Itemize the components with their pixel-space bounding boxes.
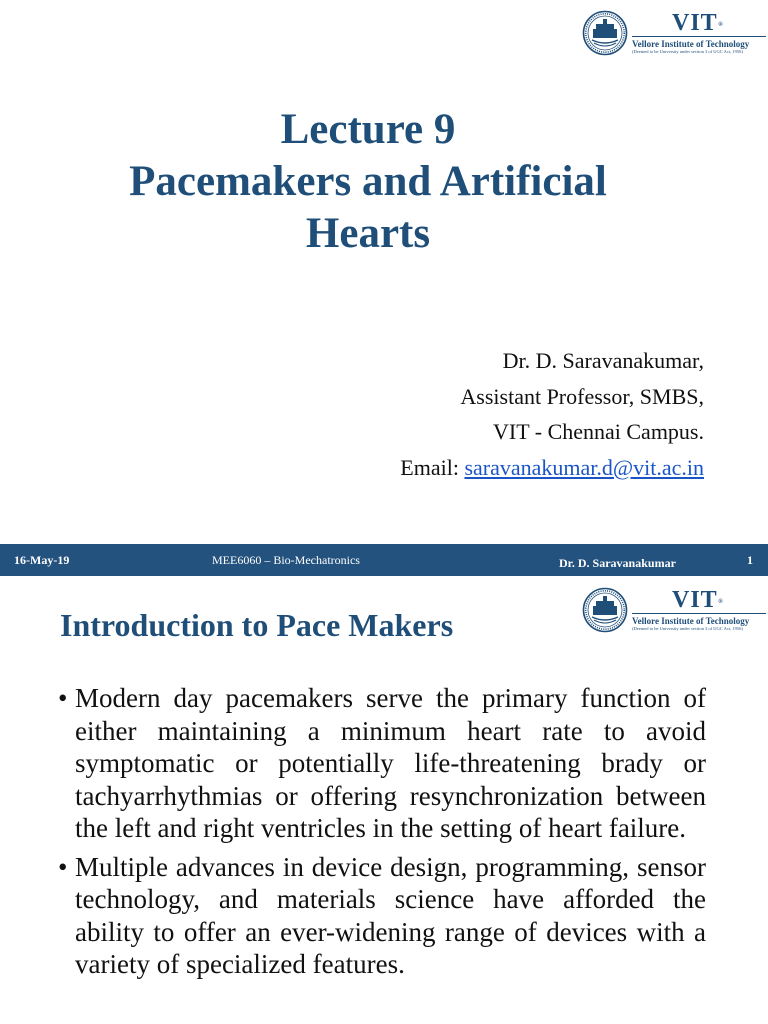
logo-name: VIT bbox=[672, 587, 718, 613]
footer-date: 16-May-19 bbox=[14, 553, 70, 567]
logo-full-name: Vellore Institute of Technology bbox=[632, 39, 750, 49]
footer-page-number: 1 bbox=[747, 553, 753, 567]
title-line-1: Lecture 9 bbox=[280, 106, 456, 153]
logo-name: VIT bbox=[672, 10, 718, 36]
author-name: Dr. D. Saravanakumar, bbox=[502, 348, 704, 373]
footer-course: MEE6060 – Bio-Mechatronics bbox=[212, 553, 360, 567]
author-campus: VIT - Chennai Campus. bbox=[492, 419, 704, 444]
slide-title: Introduction to Pace Makers bbox=[60, 607, 454, 643]
lecture-title bbox=[0, 104, 736, 260]
logo-full-name: Vellore Institute of Technology bbox=[632, 616, 750, 626]
logo-deemed-text: (Deemed to be University under section 3 of UGC Act, 1956) bbox=[632, 49, 743, 54]
vit-logo: VIT ® Vellore Institute of Technology (Deemed to be University under section 3 of UGC Act, 1956) bbox=[582, 587, 766, 633]
author-email-line bbox=[400, 450, 704, 486]
title-line-2: Pacemakers and Artificial bbox=[129, 158, 607, 205]
footer-author: Dr. D. Saravanakumar bbox=[559, 556, 676, 570]
vit-seal-icon bbox=[582, 587, 628, 633]
email-link[interactable]: saravanakumar.d@vit.ac.in bbox=[464, 454, 704, 480]
vit-seal-icon bbox=[582, 10, 628, 56]
bullet-item bbox=[58, 682, 706, 845]
logo-divider bbox=[632, 36, 766, 37]
vit-logo: VIT ® Vellore Institute of Technology (Deemed to be University under section 3 of UGC Act, 1956) bbox=[582, 10, 766, 56]
bullet-list bbox=[58, 682, 706, 987]
bullet-icon: • bbox=[58, 683, 68, 713]
slide-footer bbox=[0, 544, 768, 576]
bullet-text: Multiple advances in device design, programming, sensor technology, and materials science have afforded the ability to offer an ever-widening range of devices with a variety of specialized features. bbox=[75, 851, 706, 979]
email-label: Email: bbox=[400, 454, 465, 480]
bullet-icon: • bbox=[58, 851, 68, 882]
author-position: Assistant Professor, SMBS, bbox=[460, 383, 704, 409]
intro-slide bbox=[0, 576, 768, 1024]
logo-deemed-text: (Deemed to be University under section 3 of UGC Act, 1956) bbox=[632, 626, 743, 631]
bullet-item bbox=[58, 851, 706, 981]
author-block bbox=[400, 343, 704, 485]
bullet-text: Modern day pacemakers serve the primary function of either maintaining a minimum heart rate to avoid symptomatic or potentially life-threatening brady or tachyarrhythmias or offering resynchronization between the left and right ventricles in the setting of heart failure. bbox=[75, 683, 706, 843]
logo-divider bbox=[632, 613, 766, 614]
title-line-3: Hearts bbox=[305, 210, 431, 257]
